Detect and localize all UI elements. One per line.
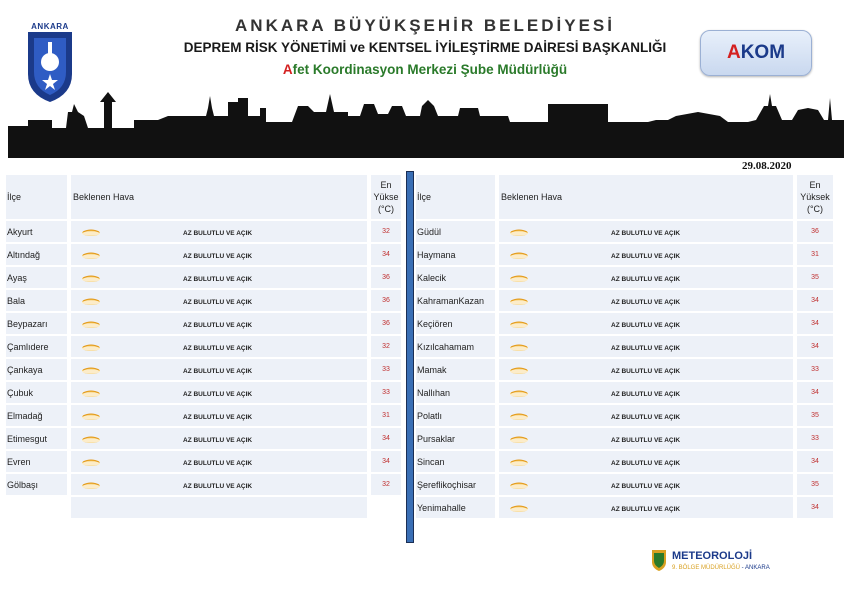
forecast-condition: AZ BULUTLU VE AÇIK [183, 413, 253, 421]
table-row [6, 474, 401, 495]
table-row [416, 290, 833, 311]
table-row [416, 267, 833, 288]
partly-cloudy-sun-icon [509, 458, 529, 466]
forecast-condition: AZ BULUTLU VE AÇIK [611, 229, 681, 237]
forecast-header [499, 175, 793, 219]
forecast-cell [499, 267, 793, 288]
forecast-header [71, 175, 367, 219]
table-row [416, 359, 833, 380]
table-row [6, 267, 401, 288]
district-name: Altındağ [6, 244, 67, 265]
district-name: Bala [6, 290, 67, 311]
forecast-cell [71, 382, 367, 403]
forecast-cell [499, 313, 793, 334]
max-temperature: 36 [797, 221, 833, 242]
forecast-cell [71, 359, 367, 380]
table-row [6, 451, 401, 472]
forecast-condition: AZ BULUTLU VE AÇIK [183, 321, 253, 329]
partly-cloudy-sun-icon [81, 228, 101, 236]
forecast-cell [71, 267, 367, 288]
partly-cloudy-sun-icon [81, 366, 101, 374]
max-temperature: 36 [371, 290, 401, 311]
max-temp-header-line3: (°C) [377, 204, 395, 214]
table-row [6, 221, 401, 242]
district-name: Sincan [416, 451, 495, 472]
district-name: Evren [6, 451, 67, 472]
partly-cloudy-sun-icon [81, 343, 101, 351]
forecast-cell [71, 244, 367, 265]
forecast-condition: AZ BULUTLU VE AÇIK [183, 298, 253, 306]
max-temperature: 34 [371, 451, 401, 472]
forecast-condition: AZ BULUTLU VE AÇIK [183, 367, 253, 375]
district-name: Kızılcahamam [416, 336, 495, 357]
max-temperature: 32 [371, 474, 401, 495]
max-temperature: 36 [371, 313, 401, 334]
partly-cloudy-sun-icon [81, 251, 101, 259]
partly-cloudy-sun-icon [509, 274, 529, 282]
district-name: Mamak [416, 359, 495, 380]
max-temp-header-line1: En [380, 180, 392, 190]
district-name: Pursaklar [416, 428, 495, 449]
partly-cloudy-sun-icon [81, 435, 101, 443]
branch-title-rest: fet Koordinasyon Merkezi Şube Müdürlüğü [292, 62, 568, 77]
max-temp-header [371, 175, 401, 219]
table-row [416, 405, 833, 426]
district-header: İlçe [6, 175, 67, 219]
district-name: Polatlı [416, 405, 495, 426]
partly-cloudy-sun-icon [81, 412, 101, 420]
table-header-row [6, 175, 401, 219]
forecast-cell [499, 405, 793, 426]
forecast-condition: AZ BULUTLU VE AÇIK [611, 390, 681, 398]
table-row [6, 336, 401, 357]
forecast-cell [71, 451, 367, 472]
forecast-cell [71, 313, 367, 334]
max-temperature: 35 [797, 267, 833, 288]
district-name: Elmadağ [6, 405, 67, 426]
forecast-condition: AZ BULUTLU VE AÇIK [611, 344, 681, 352]
max-temperature: 32 [371, 221, 401, 242]
partly-cloudy-sun-icon [509, 320, 529, 328]
akom-logo [700, 30, 812, 76]
max-temp-header-line1: En [809, 180, 821, 190]
partly-cloudy-sun-icon [509, 228, 529, 236]
district-name: Çubuk [6, 382, 67, 403]
forecast-condition: AZ BULUTLU VE AÇIK [183, 390, 253, 398]
ankara-skyline [8, 86, 844, 158]
forecast-condition: AZ BULUTLU VE AÇIK [183, 229, 253, 237]
forecast-header-label: Beklenen Hava [73, 192, 135, 202]
forecast-condition: AZ BULUTLU VE AÇIK [611, 505, 681, 513]
partly-cloudy-sun-icon [509, 504, 529, 512]
table-header-row [416, 175, 833, 219]
forecast-table-left [6, 173, 401, 520]
forecast-condition: AZ BULUTLU VE AÇIK [611, 367, 681, 375]
table-row [6, 428, 401, 449]
forecast-table-right [416, 173, 833, 520]
partly-cloudy-sun-icon [81, 274, 101, 282]
table-row [6, 382, 401, 403]
district-name: Haymana [416, 244, 495, 265]
partly-cloudy-sun-icon [509, 412, 529, 420]
forecast-condition: AZ BULUTLU VE AÇIK [611, 459, 681, 467]
municipality-title: ANKARA BÜYÜKŞEHİR BELEDİYESİ [235, 16, 615, 35]
forecast-condition: AZ BULUTLU VE AÇIK [183, 436, 253, 444]
forecast-condition: AZ BULUTLU VE AÇIK [183, 275, 253, 283]
akom-logo-rest: KOM [740, 42, 786, 63]
meteoroloji-emblem-icon [650, 548, 668, 572]
max-temp-header-line2: Yükse [373, 192, 399, 202]
forecast-cell [71, 336, 367, 357]
forecast-cell [499, 244, 793, 265]
partly-cloudy-sun-icon [509, 389, 529, 397]
forecast-cell [499, 451, 793, 472]
table-row [416, 428, 833, 449]
logo-text: ANKARA [31, 22, 69, 31]
forecast-cell [71, 221, 367, 242]
table-row [416, 451, 833, 472]
district-name: Çamlıdere [6, 336, 67, 357]
meteoroloji-city: - ANKARA [740, 565, 770, 571]
department-title: DEPREM RİSK YÖNETİMİ ve KENTSEL İYİLEŞTİRME DAİRESİ BAŞKANLIĞI [183, 40, 667, 55]
table-row [416, 313, 833, 334]
branch-title-initial: A [282, 62, 293, 77]
forecast-condition: AZ BULUTLU VE AÇIK [611, 436, 681, 444]
max-temperature: 36 [371, 267, 401, 288]
partly-cloudy-sun-icon [81, 458, 101, 466]
forecast-cell [499, 428, 793, 449]
forecast-condition: AZ BULUTLU VE AÇIK [183, 482, 253, 490]
forecast-cell [499, 382, 793, 403]
district-name: Nallıhan [416, 382, 495, 403]
max-temperature: 34 [371, 244, 401, 265]
district-name: Etimesgut [6, 428, 67, 449]
max-temperature: 32 [371, 336, 401, 357]
max-temperature: 33 [797, 428, 833, 449]
partly-cloudy-sun-icon [81, 481, 101, 489]
max-temperature: 34 [797, 290, 833, 311]
branch-title [180, 62, 670, 77]
district-name: KahramanKazan [416, 290, 495, 311]
akom-logo-initial: A [726, 42, 741, 63]
table-row [416, 497, 833, 518]
max-temperature: 34 [797, 451, 833, 472]
partly-cloudy-sun-icon [81, 389, 101, 397]
max-temperature: 33 [371, 359, 401, 380]
table-row [416, 221, 833, 242]
max-temperature: 34 [797, 336, 833, 357]
table-row [416, 382, 833, 403]
max-temperature: 35 [797, 474, 833, 495]
district-name: Gölbaşı [6, 474, 67, 495]
max-temp-header [797, 175, 833, 219]
meteoroloji-title: METEOROLOJİ [672, 550, 753, 562]
forecast-cell [499, 474, 793, 495]
table-row [6, 244, 401, 265]
column-divider [406, 171, 414, 543]
forecast-cell [499, 497, 793, 518]
table-row-empty [6, 497, 401, 518]
table-row [416, 336, 833, 357]
district-name: Akyurt [6, 221, 67, 242]
forecast-condition: AZ BULUTLU VE AÇIK [611, 321, 681, 329]
forecast-condition: AZ BULUTLU VE AÇIK [183, 344, 253, 352]
table-row [416, 474, 833, 495]
forecast-cell [71, 405, 367, 426]
district-name: Beypazarı [6, 313, 67, 334]
max-temp-header-line2: Yüksek [800, 192, 830, 202]
district-name: Keçiören [416, 313, 495, 334]
max-temperature: 31 [371, 405, 401, 426]
partly-cloudy-sun-icon [509, 251, 529, 259]
table-row [6, 313, 401, 334]
forecast-condition: AZ BULUTLU VE AÇIK [183, 252, 253, 260]
meteoroloji-region: 9. BÖLGE MÜDÜRLÜĞÜ [672, 565, 741, 571]
forecast-condition: AZ BULUTLU VE AÇIK [611, 298, 681, 306]
max-temp-header-line3: (°C) [806, 204, 824, 214]
partly-cloudy-sun-icon [509, 366, 529, 374]
partly-cloudy-sun-icon [509, 481, 529, 489]
forecast-condition: AZ BULUTLU VE AÇIK [611, 252, 681, 260]
forecast-condition: AZ BULUTLU VE AÇIK [611, 275, 681, 283]
district-name: Ayaş [6, 267, 67, 288]
forecast-header-label: Beklenen Hava [501, 192, 563, 202]
max-temperature: 35 [797, 405, 833, 426]
max-temperature: 33 [797, 359, 833, 380]
table-row [6, 405, 401, 426]
max-temperature: 34 [797, 313, 833, 334]
forecast-cell [499, 290, 793, 311]
forecast-cell [71, 474, 367, 495]
partly-cloudy-sun-icon [81, 297, 101, 305]
forecast-cell [71, 290, 367, 311]
partly-cloudy-sun-icon [509, 343, 529, 351]
table-row [416, 244, 833, 265]
forecast-cell [499, 221, 793, 242]
table-row [6, 290, 401, 311]
max-temperature: 34 [371, 428, 401, 449]
forecast-condition: AZ BULUTLU VE AÇIK [611, 482, 681, 490]
forecast-condition: AZ BULUTLU VE AÇIK [611, 413, 681, 421]
max-temperature: 33 [371, 382, 401, 403]
partly-cloudy-sun-icon [509, 435, 529, 443]
max-temperature: 34 [797, 497, 833, 518]
partly-cloudy-sun-icon [81, 320, 101, 328]
forecast-condition: AZ BULUTLU VE AÇIK [183, 459, 253, 467]
max-temperature: 34 [797, 382, 833, 403]
forecast-date: 29.08.2020 [742, 160, 792, 172]
district-name: Kalecik [416, 267, 495, 288]
forecast-cell [71, 428, 367, 449]
district-header: İlçe [416, 175, 495, 219]
partly-cloudy-sun-icon [509, 297, 529, 305]
meteoroloji-logo [650, 548, 770, 577]
forecast-cell [499, 359, 793, 380]
district-name: Şereflikoçhisar [416, 474, 495, 495]
forecast-cell [499, 336, 793, 357]
meteoroloji-subtitle [672, 565, 770, 571]
max-temperature: 31 [797, 244, 833, 265]
table-row [6, 359, 401, 380]
district-name: Çankaya [6, 359, 67, 380]
district-name: Güdül [416, 221, 495, 242]
district-name: Yenimahalle [416, 497, 495, 518]
